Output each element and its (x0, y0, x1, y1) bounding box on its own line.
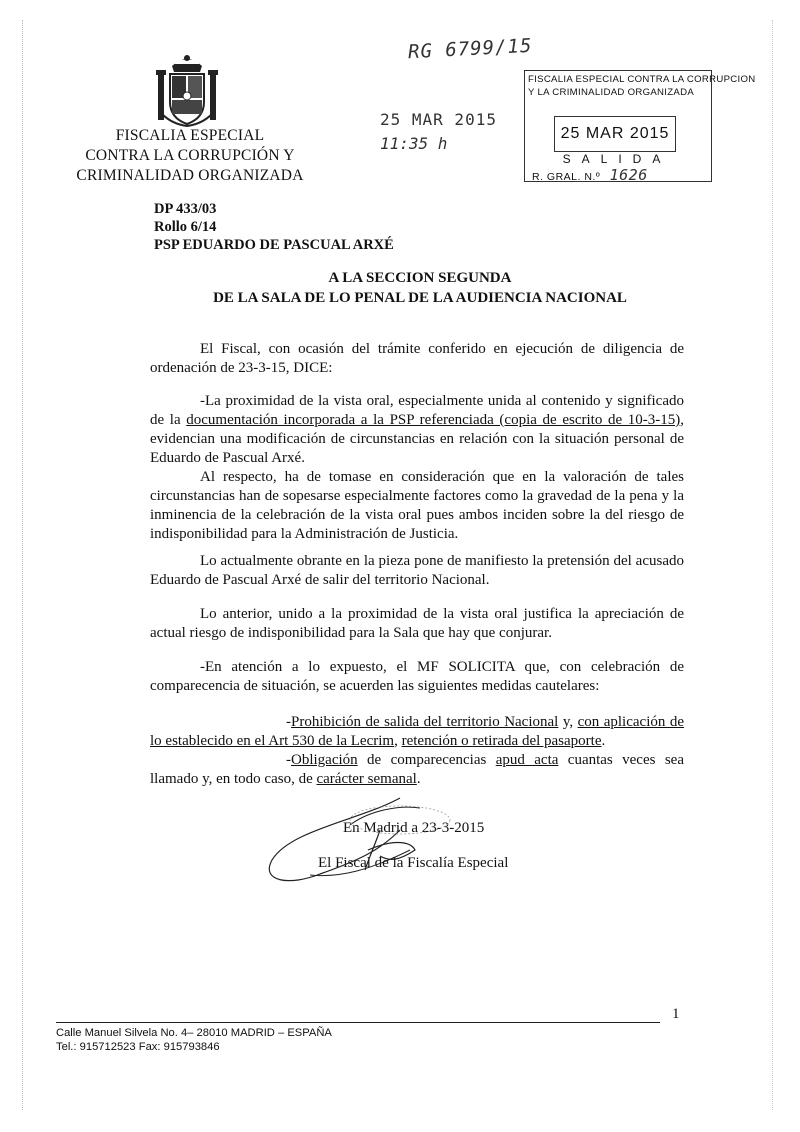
handwritten-reference: RG 6799/15 (407, 34, 533, 64)
footer-phone: Tel.: 915712523 Fax: 915793846 (56, 1041, 220, 1053)
received-date-stamp: 25 MAR 2015 (380, 110, 497, 129)
scan-edge-left (22, 20, 23, 1110)
measure-1-travel-ban: Prohibición de salida del territorio Nacional (291, 714, 559, 730)
paragraph-5: Lo anterior, unido a la proximidad de la vista oral justifica la apreciación de actual riesgo de indisponibilidad para la Sala que hay que conjurar. (150, 606, 684, 641)
measure-2-weekly: carácter semanal (316, 771, 417, 787)
org-line-3: CRIMINALIDAD ORGANIZADA (76, 167, 304, 184)
org-line-1: FISCALIA ESPECIAL (115, 127, 265, 144)
measure-2: -Obligación de comparecencias apud acta cuantas veces sea llamado y, en todo caso, de carácter semanal. (150, 752, 684, 787)
measure-2-apud-acta: apud acta (495, 752, 559, 768)
paragraph-6: -En atención a lo expuesto, el MF SOLICITA que, con celebración de comparecencia de situación, se acuerden las siguientes medidas cautelares: (150, 659, 684, 694)
addressee (140, 268, 700, 308)
measure-1-article: con aplicación de lo establecido en el Art 530 de la Lecrim (150, 714, 685, 749)
paragraph-4: Lo actualmente obrante en la pieza pone de manifiesto la pretensión del acusado Eduardo de Pascual Arxé de salir del territorio Nacional. (150, 553, 684, 588)
paragraph-3: Al respecto, ha de tomase en consideración que en la valoración de tales circunstancias han de sopesarse especialmente factores como la gravedad de la pena y la inminencia de la celebración de la vista oral pues ambos inciden sobre la del riesgo de indisponibilidad para la Administración de Justicia. (150, 469, 684, 542)
scan-edge-right (772, 20, 773, 1110)
addressee-line-2: DE LA SALA DE LO PENAL DE LA AUDIENCIA NACIONAL (213, 290, 627, 306)
signature-signer: El Fiscal de la Fiscalía Especial (318, 855, 509, 871)
p2-underlined: documentación incorporada a la PSP referenciada (copia de escrito de 10-3-15) (186, 412, 681, 428)
org-line-2: CONTRA LA CORRUPCIÓN Y (85, 147, 295, 164)
paragraph-2 (150, 392, 684, 468)
stamp-salida: SALIDA (562, 152, 672, 166)
measure-2-obligation: Obligación (291, 752, 358, 768)
measure-1-passport: retención o retirada del pasaporte (401, 733, 602, 749)
stamp-line-1: FISCALIA ESPECIAL CONTRA LA CORRUPCION (528, 74, 756, 85)
footer-contact (56, 1026, 332, 1054)
measure-1: -Prohibición de salida del territorio Nacional y, con aplicación de lo establecido en el Art 530 de la Lecrim, retención o retirada del pasaporte. (150, 714, 685, 749)
signature-place-date: En Madrid a 23-3-2015 (343, 820, 485, 836)
stamp-line-2: Y LA CRIMINALIDAD ORGANIZADA (528, 87, 695, 98)
ref-rollo: Rollo 6/14 (154, 219, 217, 235)
stamp-registry-label: R. GRAL. N.º (532, 171, 601, 183)
footer-address: Calle Manuel Silvela No. 4– 28010 MADRID – ESPAÑA (56, 1027, 332, 1039)
p2-text-a: -La proximidad de la vista oral, especialmente unida al contenido y significado de la (150, 393, 684, 428)
stamp-registry (532, 166, 648, 184)
stamp-date: 25 MAR 2015 (554, 116, 676, 152)
ref-pieza: PSP EDUARDO DE PASCUAL ARXÉ (154, 237, 394, 253)
handwritten-signature (250, 790, 510, 900)
case-references (154, 200, 394, 254)
received-time-handwritten: 11:35 h (380, 134, 448, 153)
ref-dp: DP 433/03 (154, 201, 217, 217)
organization-name (60, 126, 320, 186)
addressee-line-1: A LA SECCION SEGUNDA (328, 270, 512, 286)
footer-divider (56, 1022, 660, 1023)
page-number: 1 (672, 1006, 680, 1022)
stamp-registry-number: 1626 (609, 166, 648, 184)
coat-of-arms-logo (152, 52, 222, 128)
paragraph-1: El Fiscal, con ocasión del trámite conferido en ejecución de diligencia de ordenación de 23-3-15, DICE: (150, 341, 684, 376)
p2-text-b: , evidencian una modificación de circunstancias en relación con la situación personal de Eduardo de Pascual Arxé. (150, 412, 684, 466)
